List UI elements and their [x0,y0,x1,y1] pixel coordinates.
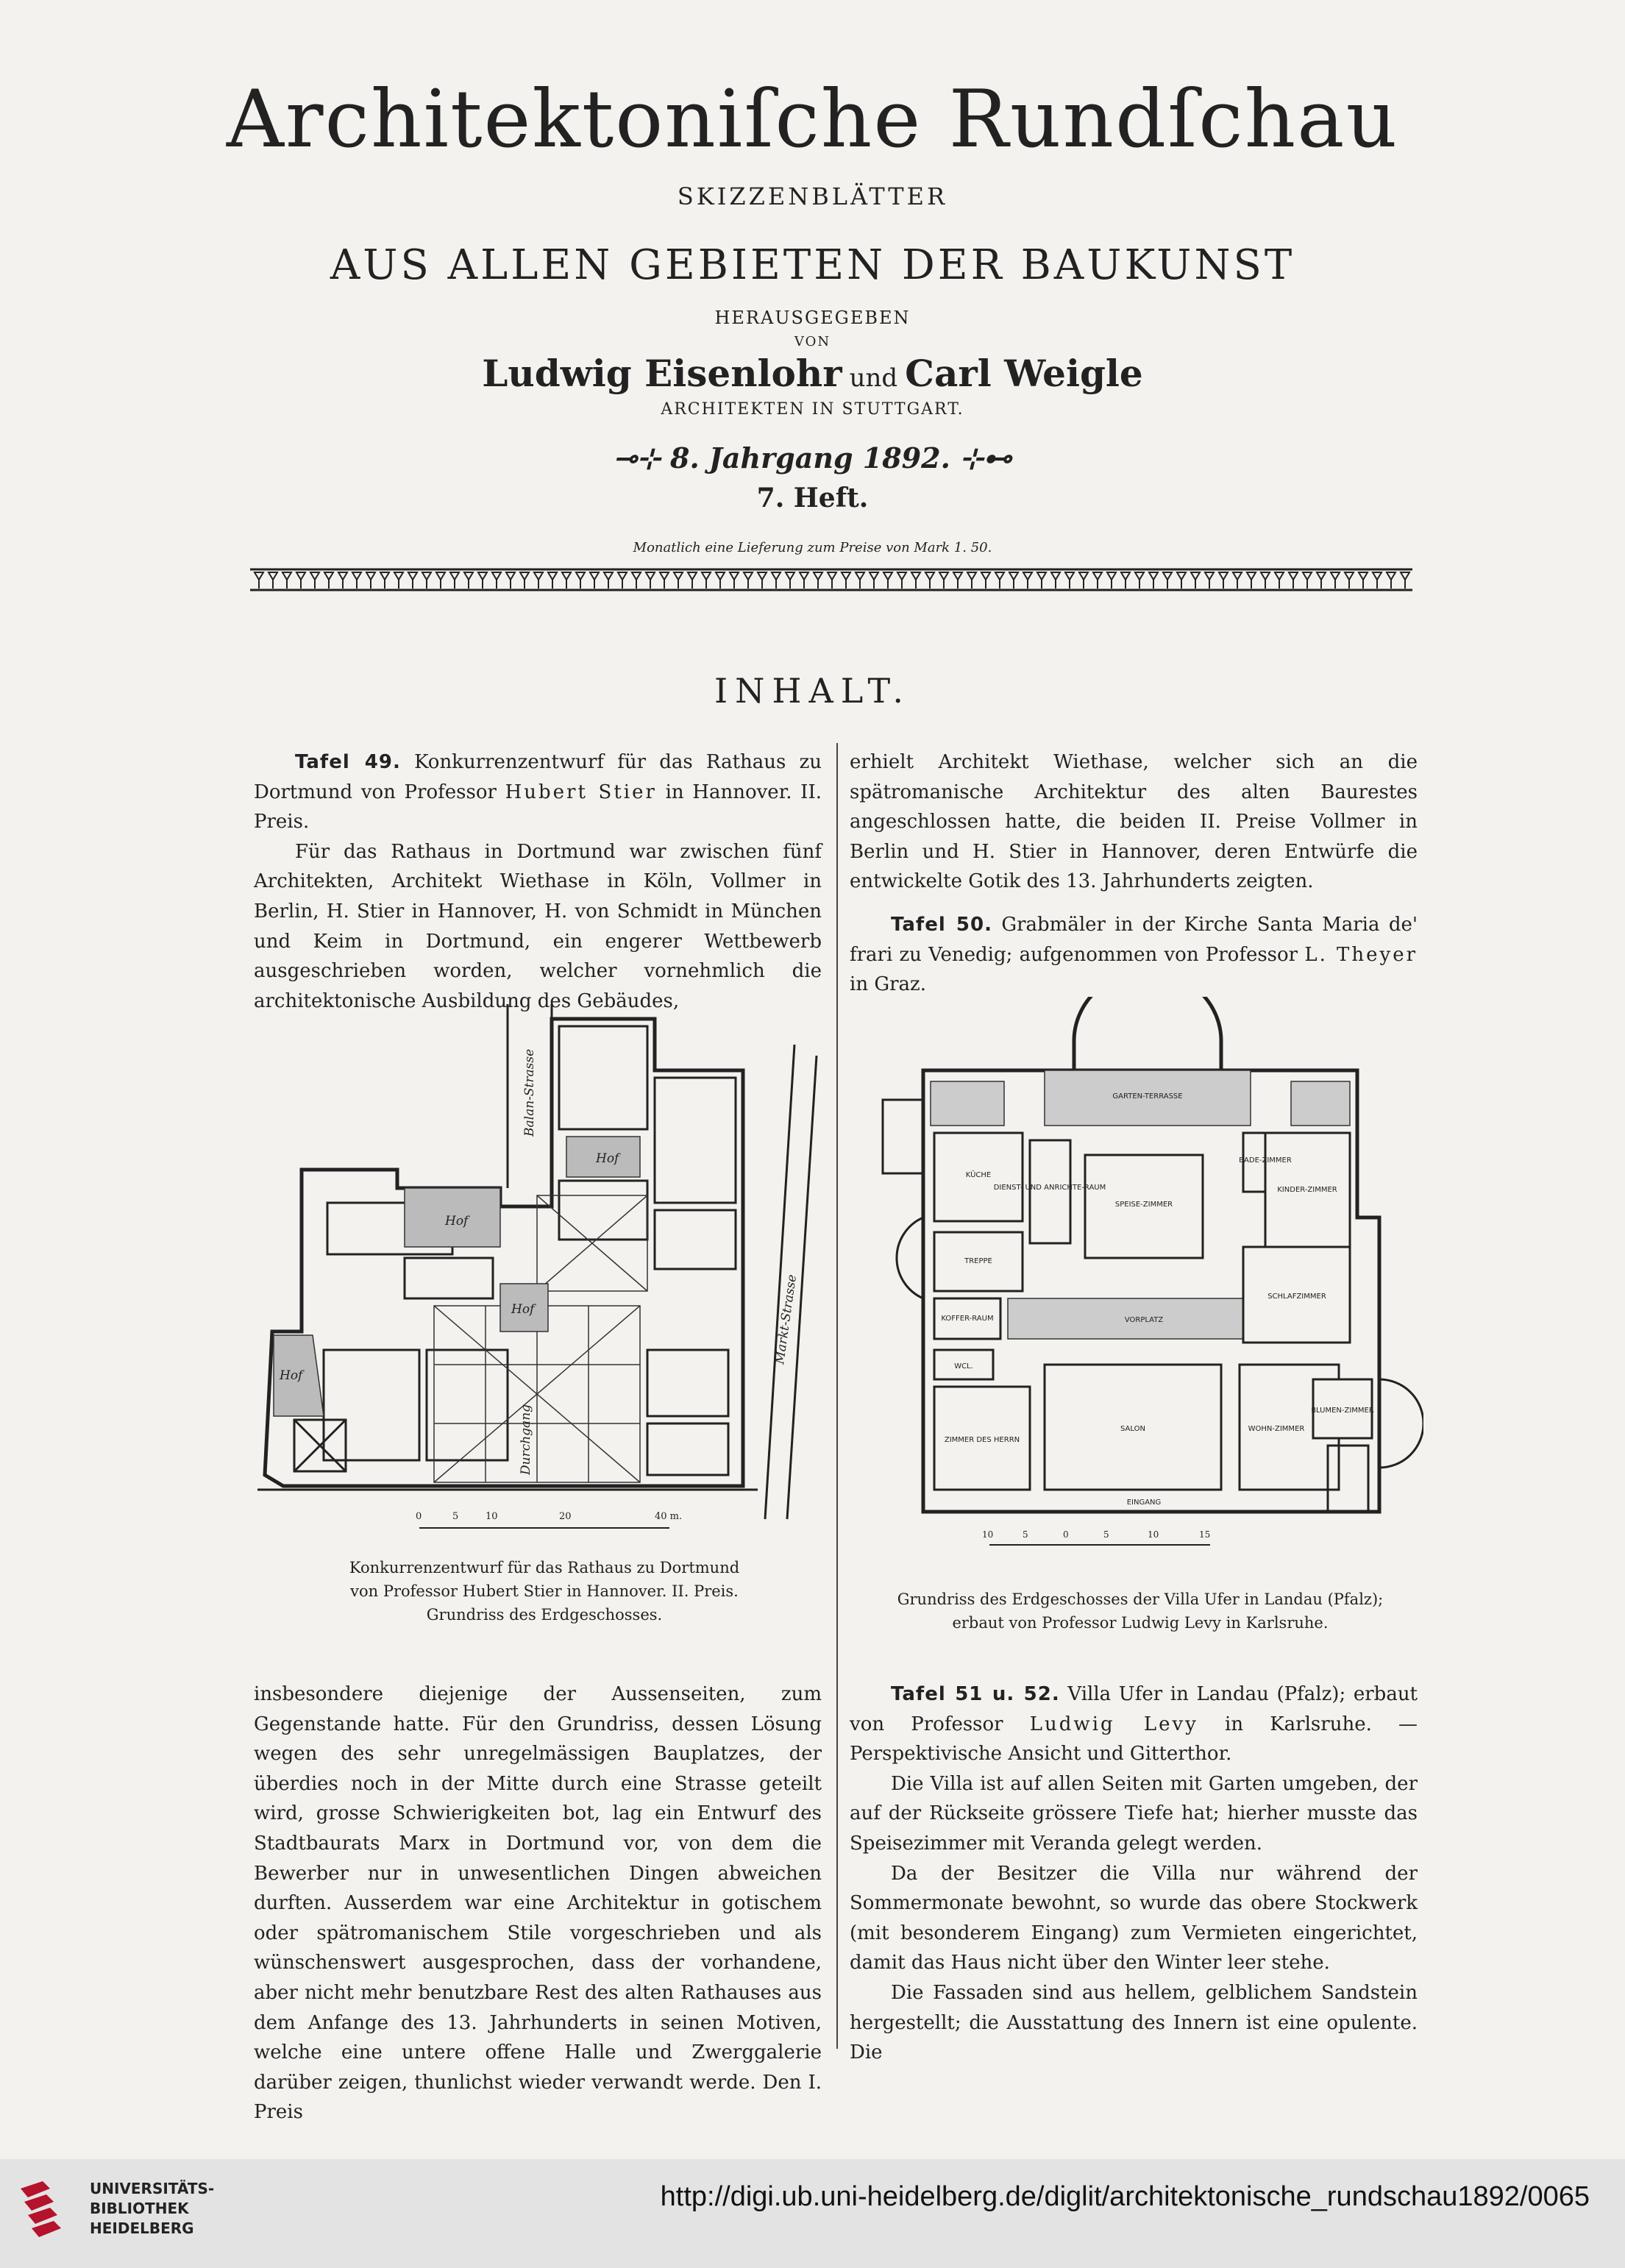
scale-label: 20 [559,1511,572,1522]
ornament-cell [953,572,962,589]
ornament-cell [1191,572,1200,589]
ornament-cell [604,572,613,589]
right-column-top [850,747,1418,1000]
ornament-cell [1023,572,1032,589]
room-label: KÜCHE [965,1171,992,1179]
scale-label: 5 [452,1511,459,1522]
scale-label: 0 [416,1511,422,1522]
footer-bar [0,2159,1625,2268]
volume-year-text: 8. Jahrgang 1892. [670,441,950,474]
ornament-cell [338,572,347,589]
ornament-cell [380,572,389,589]
decorative-border [250,566,1412,593]
ornament-cell [856,572,864,589]
monthly-price: Monatlich eine Lieferung zum Preise von Mark 1. 50. [633,540,992,555]
ornament-cell [995,572,1004,589]
ornament-cell [464,572,473,589]
ornament-cell [786,572,794,589]
logo-line: UNIVERSITÄTS- [90,2180,215,2197]
tafel-49-text: Konkurrenzentwurf für das Rathaus zu Dortmund von Professor [254,751,822,803]
ornament-cell [562,572,571,589]
tafel-50-label: Tafel 50. [891,913,992,936]
journal-title: Architektoniſche Rundſchau [226,74,1399,166]
subtitle-gebiete: AUS ALLEN GEBIETEN DER BAUKUNST [330,241,1295,289]
caption-line: Grundriss des Erdgeschosses der Villa Ufer in Landau (Pfalz); [897,1590,1384,1608]
left-column-bottom [254,1679,822,2127]
caption-line: Konkurrenzentwurf für das Rathaus zu Dortmund [349,1559,740,1576]
ornament-cell [1093,572,1102,589]
ornament-cell [967,572,976,589]
ornament-cell [1149,572,1158,589]
scale-label: 5 [1103,1529,1109,1540]
street-label: Markt-Strasse [772,1273,800,1365]
tafel-51-text: Villa Ufer in Landau (Pfalz); erbaut von Professor [850,1683,1418,1735]
editors [0,352,1625,395]
flower-bay [1379,1379,1423,1468]
logo-line: BIBLIOTHEK [90,2200,189,2217]
ornament-cell [981,572,990,589]
ornament-cell [436,572,445,589]
ornament-cell [422,572,431,589]
ornament-cell [576,572,585,589]
und-label: und [849,363,898,393]
tafel-51-label: Tafel 51 u. 52. [891,1683,1060,1705]
scale-label: 5 [1023,1529,1028,1540]
ornament-cell [1205,572,1214,589]
room-label: EINGANG [1126,1499,1162,1507]
room [405,1258,493,1298]
ornament-cell [925,572,934,589]
ornament-cell [282,572,291,589]
room [427,1350,508,1460]
room-label: DIENST- UND ANRICHTE-RAUM [993,1184,1106,1192]
scale-label: 40 m. [655,1511,683,1522]
room-label: KOFFER-RAUM [941,1315,994,1323]
ornament-cell [534,572,543,589]
ornament-cell [1387,572,1395,589]
ornament-cell [1163,572,1172,589]
courtyard-label: Hof [445,1214,469,1229]
room-label: GARTEN-TERRASSE [1112,1092,1183,1101]
ornament-cell [1135,572,1144,589]
ornament-cell [366,572,375,589]
ornament-cell [296,572,305,589]
ornament-cell [1303,572,1312,589]
room-label: BLUMEN-ZIMMER [1311,1407,1374,1415]
paragraph: Für das Rathaus in Dortmund war zwischen fünf Architekten, Architekt Wiethase in Köln, Vollmer in Berlin, H. Stier in Hannover, H. von Schmidt in München und Keim in Dortmund, ein engerer Wettbewerb ausgeschrieben worden, welcher vornehmlich die architektonische Ausbildung des Gebäudes, [254,840,822,1012]
ornament-cell [1065,572,1074,589]
room-label: SPEISE-ZIMMER [1114,1201,1173,1209]
ornament-cell [814,572,822,589]
source-url-link[interactable]: http://digi.ub.uni-heidelberg.de/diglit/architektonische_rundschau1892/0065 [660,2181,1590,2212]
volume-year [0,441,1625,474]
room-label: ZIMMER DES HERRN [944,1436,1020,1444]
ornament-cell [255,572,263,589]
ornament-cell [1037,572,1046,589]
ornament-cell [883,572,892,589]
ornament-cell [1401,572,1409,589]
rathaus-floor-plan [257,1004,831,1541]
ornament-cell [800,572,808,589]
contents-heading: INHALT. [714,671,911,711]
tafel-51-text-end: in Karlsruhe. — Perspektivische Ansicht und Gitterthor. [850,1713,1418,1766]
issue-number: 7. Heft. [756,483,869,513]
editor-weigle: Carl Weigle [905,352,1143,395]
architects-location: ARCHITEKTEN IN STUTTGART. [661,400,964,419]
ornament-right-icon: ⊹⊷ [950,441,1011,474]
logo-line: HEIDELBERG [90,2219,194,2237]
ornament-cell [1009,572,1018,589]
ornament-cell [842,572,850,589]
room-label: WOHN-ZIMMER [1248,1425,1305,1433]
caption-line: Grundriss des Erdgeschosses. [426,1606,663,1624]
ornament-cell [1331,572,1340,589]
room-label: BADE-ZIMMER [1239,1156,1292,1165]
herausgegeben-label: HERAUSGEGEBEN [714,308,911,328]
room-label: SCHLAFZIMMER [1267,1293,1326,1301]
ornament-cell [1345,572,1354,589]
ornament-cell [408,572,417,589]
subtitle-skizzenblaetter: SKIZZENBLÄTTER [677,182,948,210]
ornament-cell [758,572,767,589]
ornament-cell [450,572,459,589]
university-logo-icon [21,2181,78,2240]
ornament-cell [1247,572,1256,589]
ornament-cell [506,572,515,589]
ornament-cell [1289,572,1298,589]
ornament-cell [1079,572,1088,589]
scale-label: 15 [1199,1529,1211,1540]
ornament-cell [492,572,501,589]
room-label: SALON [1120,1425,1145,1433]
room [655,1210,736,1269]
paragraph: Die Fassaden sind aus hellem, gelblichem Sandstein hergestellt; die Ausstattung des Innern ist eine opulente. Die [850,1981,1418,2064]
tafel-49-text-end: in Hannover. II. Preis. [254,781,822,833]
room [647,1350,728,1416]
room-dienst [1030,1140,1070,1243]
von-label: VON [794,334,831,349]
room-label: VORPLATZ [1124,1316,1164,1324]
university-library-name [90,2179,214,2239]
courtyard-label: Hof [280,1368,303,1383]
ornament-cell [1359,572,1368,589]
ornament-cell [520,572,529,589]
room [559,1181,647,1240]
ornament-cell [1275,572,1284,589]
ornament-cell [324,572,333,589]
street-label: Balan-Strasse [522,1048,537,1137]
tafel-50-text: Grabmäler in der Kirche Santa Maria de' frari zu Venedig; aufgenommen von Professor [850,913,1418,966]
ornament-cell [897,572,906,589]
ornament-cell [618,572,627,589]
ornament-cell [590,572,599,589]
scale-label: 10 [982,1529,994,1540]
ornament-cell [269,572,277,589]
ornament-cell [632,572,641,589]
ornament-cell [1177,572,1186,589]
ornament-cell [310,572,319,589]
ornament-cell [939,572,948,589]
ornament-cell [394,572,403,589]
paragraph: Da der Besitzer die Villa nur während der Sommermonate bewohnt, so wurde das obere Stockwerk (mit besonderem Eingang) zum Vermieten eingerichtet, damit das Haus nicht über den Winter leer stehe. [850,1862,1418,1974]
ornament-cell [828,572,836,589]
ornament-cell [702,572,711,589]
passage-label: Durchgang [519,1404,533,1475]
left-column-top [254,747,822,1016]
scale-label: 0 [1063,1529,1069,1540]
room [647,1423,728,1475]
room [324,1350,419,1460]
room [655,1078,736,1203]
tafel-50-author: L. Theyer [1304,943,1418,966]
balcony [931,1081,1004,1126]
ornament-cell [1317,572,1326,589]
tafel-51-author: Ludwig Levy [1029,1713,1198,1735]
paragraph: Die Villa ist auf allen Seiten mit Garten umgeben, der auf der Rückseite grössere Tiefe hat; hierher musste das Speisezimmer mit Veranda gelegt werden. [850,1772,1418,1855]
ornament-cell [1121,572,1130,589]
room [559,1026,647,1129]
ornament-cell [548,572,557,589]
ornament-cell [674,572,683,589]
room-label: TREPPE [964,1257,992,1265]
room-label: WCL. [954,1362,973,1371]
paragraph: erhielt Architekt Wiethase, welcher sich an die spätromanische Architektur des alten Baurestes angeschlossen hatte, die beiden II. Preise Vollmer in Berlin und H. Stier in Hannover, deren Entwürfe die entwickelte Gotik des 13. Jahrhunderts zeigten. [850,751,1418,893]
villa-floor-plan [864,997,1423,1563]
scale-label: 10 [486,1511,498,1522]
ornament-cell [1107,572,1116,589]
room-label: KINDER-ZIMMER [1277,1186,1337,1194]
ornament-cell [646,572,655,589]
ornament-cell [1219,572,1228,589]
paragraph: insbesondere diejenige der Aussenseiten, zum Gegenstande hatte. Für den Grundriss, dessen Lösung wegen des sehr unregelmässigen Bauplatzes, der überdies noch in der Mitte durch eine Strasse geteilt wird, grosse Schwierigkeiten bot, lag ein Entwurf des Stadtbaurats Marx in Dortmund vor, von dem die Bewerber nur in unwesentlichen Dingen abweichen durften. Ausserdem war eine Architektur in gotischem oder spätromanischem Stile vorgeschrieben und als wünschenswert ausgesprochen, dass der vorhandene, aber nicht mehr benutzbare Rest des alten Rathauses aus dem Anfange des 13. Jahrhunderts in seinen Motiven, welche eine untere offene Halle und Zwerggalerie darüber zeigen, thunlichst wieder verwandt werde. Den I. Preis [254,1683,822,2124]
courtyard-label: Hof [596,1151,619,1166]
ornament-left-icon: ⊸⊹ [614,441,671,474]
right-figure-caption [853,1588,1427,1635]
right-column-bottom [850,1679,1418,2068]
ornament-cell [1233,572,1242,589]
tafel-49-label: Tafel 49. [295,751,401,773]
left-figure-caption [257,1556,831,1627]
caption-line: erbaut von Professor Ludwig Levy in Karlsruhe. [952,1614,1329,1632]
ornament-cell [730,572,739,589]
ornament-cell [1261,572,1270,589]
ornament-cell [744,572,753,589]
ornament-cell [1051,572,1060,589]
ornament-cell [352,572,361,589]
caption-line: von Professor Hubert Stier in Hannover. II. Preis. [350,1582,739,1600]
ornament-cell [688,572,697,589]
editor-eisenlohr: Ludwig Eisenlohr [482,352,842,395]
column-divider [836,743,838,2049]
ornament-cell [660,572,669,589]
balcony [1291,1081,1350,1126]
stair-bay [897,1217,923,1298]
ornament-cell [478,572,487,589]
tafel-50-text-end: in Graz. [850,973,926,996]
ornament-cell [870,572,878,589]
ornament-cell [1373,572,1382,589]
ornament-cell [911,572,920,589]
tafel-49-author: Hubert Stier [505,781,657,803]
ornament-cell [716,572,725,589]
scale-label: 10 [1148,1529,1159,1540]
side-steps [883,1100,923,1173]
courtyard-label: Hof [511,1302,535,1317]
ornament-cell [772,572,781,589]
